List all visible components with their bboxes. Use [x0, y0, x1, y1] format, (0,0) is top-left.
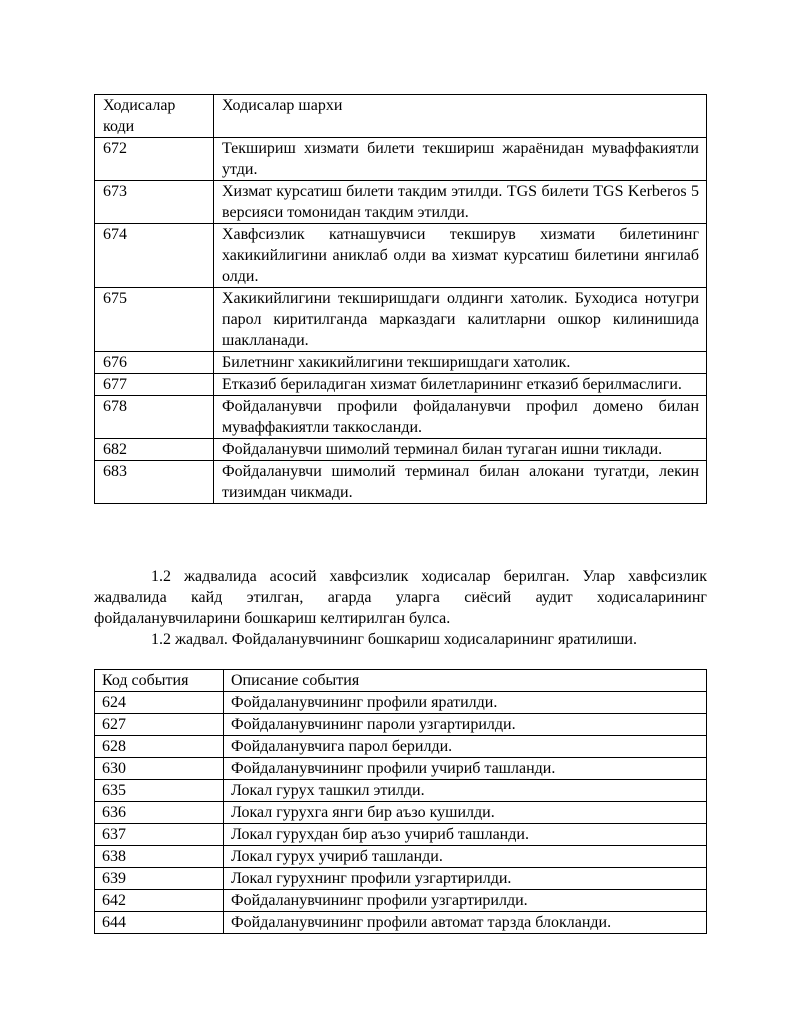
paragraph-text: 1.2 жадвалида асосий хавфсизлик ходисалар берилган. Улар хавфсизлик жадвалида кайд этилган, агарда уларга сиёсий аудит ходисаларининг фойдаланувчиларини бошкариш келтирилган булса. [94, 568, 707, 627]
table-row [95, 352, 707, 374]
header-event-code: Ходисалар коди [95, 95, 214, 138]
security-events-table [94, 94, 707, 504]
event-code: 678 [95, 396, 214, 439]
table-row [95, 396, 707, 439]
event-code: 674 [95, 224, 214, 288]
table-row [95, 288, 707, 352]
table-row [95, 890, 707, 912]
table-row [95, 912, 707, 934]
table-row [95, 780, 707, 802]
event-description: Фойдаланувчига парол берилди. [224, 736, 707, 758]
table-row [95, 868, 707, 890]
event-description: Локал гурухдан бир аъзо учириб ташланди. [224, 824, 707, 846]
event-code: 624 [95, 692, 224, 714]
event-code: 637 [95, 824, 224, 846]
event-code: 639 [95, 868, 224, 890]
event-description: Хизмат курсатиш билети такдим этилди. TGS билети TGS Kerberos 5 версияси томонидан такдим этилди. [214, 181, 707, 224]
header-event-description: Описание события [224, 670, 707, 692]
event-code: 642 [95, 890, 224, 912]
header-event-code: Код события [95, 670, 224, 692]
event-code: 683 [95, 461, 214, 504]
user-management-events-table [94, 669, 707, 934]
event-code: 682 [95, 439, 214, 461]
event-code: 635 [95, 780, 224, 802]
event-description: Фойдаланувчининг профили яратилди. [224, 692, 707, 714]
event-code: 644 [95, 912, 224, 934]
event-code: 638 [95, 846, 224, 868]
event-code: 672 [95, 138, 214, 181]
event-description: Билетнинг хакикийлигини текширишдаги хатолик. [214, 352, 707, 374]
event-code: 630 [95, 758, 224, 780]
body-paragraph [94, 566, 707, 629]
event-description: Фойдаланувчи шимолий терминал билан тугаган ишни тиклади. [214, 439, 707, 461]
event-description: Фойдаланувчи шимолий терминал билан алокани тугатди, лекин тизимдан чикмади. [214, 461, 707, 504]
table-row [95, 374, 707, 396]
event-code: 675 [95, 288, 214, 352]
header-event-description: Ходисалар шархи [214, 95, 707, 138]
event-description: Фойдаланувчининг профили автомат тарзда блокланди. [224, 912, 707, 934]
event-description: Текшириш хизмати билети текшириш жараёнидан муваффакиятли утди. [214, 138, 707, 181]
event-description: Локал гурухнинг профили узгартирилди. [224, 868, 707, 890]
event-code: 636 [95, 802, 224, 824]
event-description: Хакикийлигини текширишдаги олдинги хатолик. Буходиса нотугри парол киритилганда марказдаги калитларни ошкор килинишида шаклланади. [214, 288, 707, 352]
table-header-row [95, 95, 707, 138]
table-row [95, 758, 707, 780]
table-row [95, 802, 707, 824]
event-code: 628 [95, 736, 224, 758]
table-row [95, 138, 707, 181]
table-caption: 1.2 жадвал. Фойдаланувчининг бошкариш ходисаларининг яратилиши. [151, 631, 637, 648]
table-row [95, 692, 707, 714]
event-description: Локал гурух учириб ташланди. [224, 846, 707, 868]
event-description: Фойдаланувчининг профили учириб ташланди. [224, 758, 707, 780]
event-code: 673 [95, 181, 214, 224]
table-row [95, 846, 707, 868]
event-description: Локал гурух ташкил этилди. [224, 780, 707, 802]
event-description: Етказиб бериладиган хизмат билетларининг етказиб берилмаслиги. [214, 374, 707, 396]
table-row [95, 181, 707, 224]
table-row [95, 714, 707, 736]
event-description: Фойдаланувчининг пароли узгартирилди. [224, 714, 707, 736]
table-row [95, 439, 707, 461]
event-description: Локал гурухга янги бир аъзо кушилди. [224, 802, 707, 824]
event-description: Фойдаланувчи профили фойдаланувчи профил домено билан муваффакиятли таккосланди. [214, 396, 707, 439]
event-code: 676 [95, 352, 214, 374]
event-description: Фойдаланувчининг профили узгартирилди. [224, 890, 707, 912]
table-row [95, 736, 707, 758]
event-code: 677 [95, 374, 214, 396]
table-header-row [95, 670, 707, 692]
table-row [95, 824, 707, 846]
event-description: Хавфсизлик катнашувчиси текширув хизмати билетининг хакикийлигини аниклаб олди ва хизмат курсатиш билетини янгилаб олди. [214, 224, 707, 288]
table-row [95, 224, 707, 288]
event-code: 627 [95, 714, 224, 736]
table-row [95, 461, 707, 504]
